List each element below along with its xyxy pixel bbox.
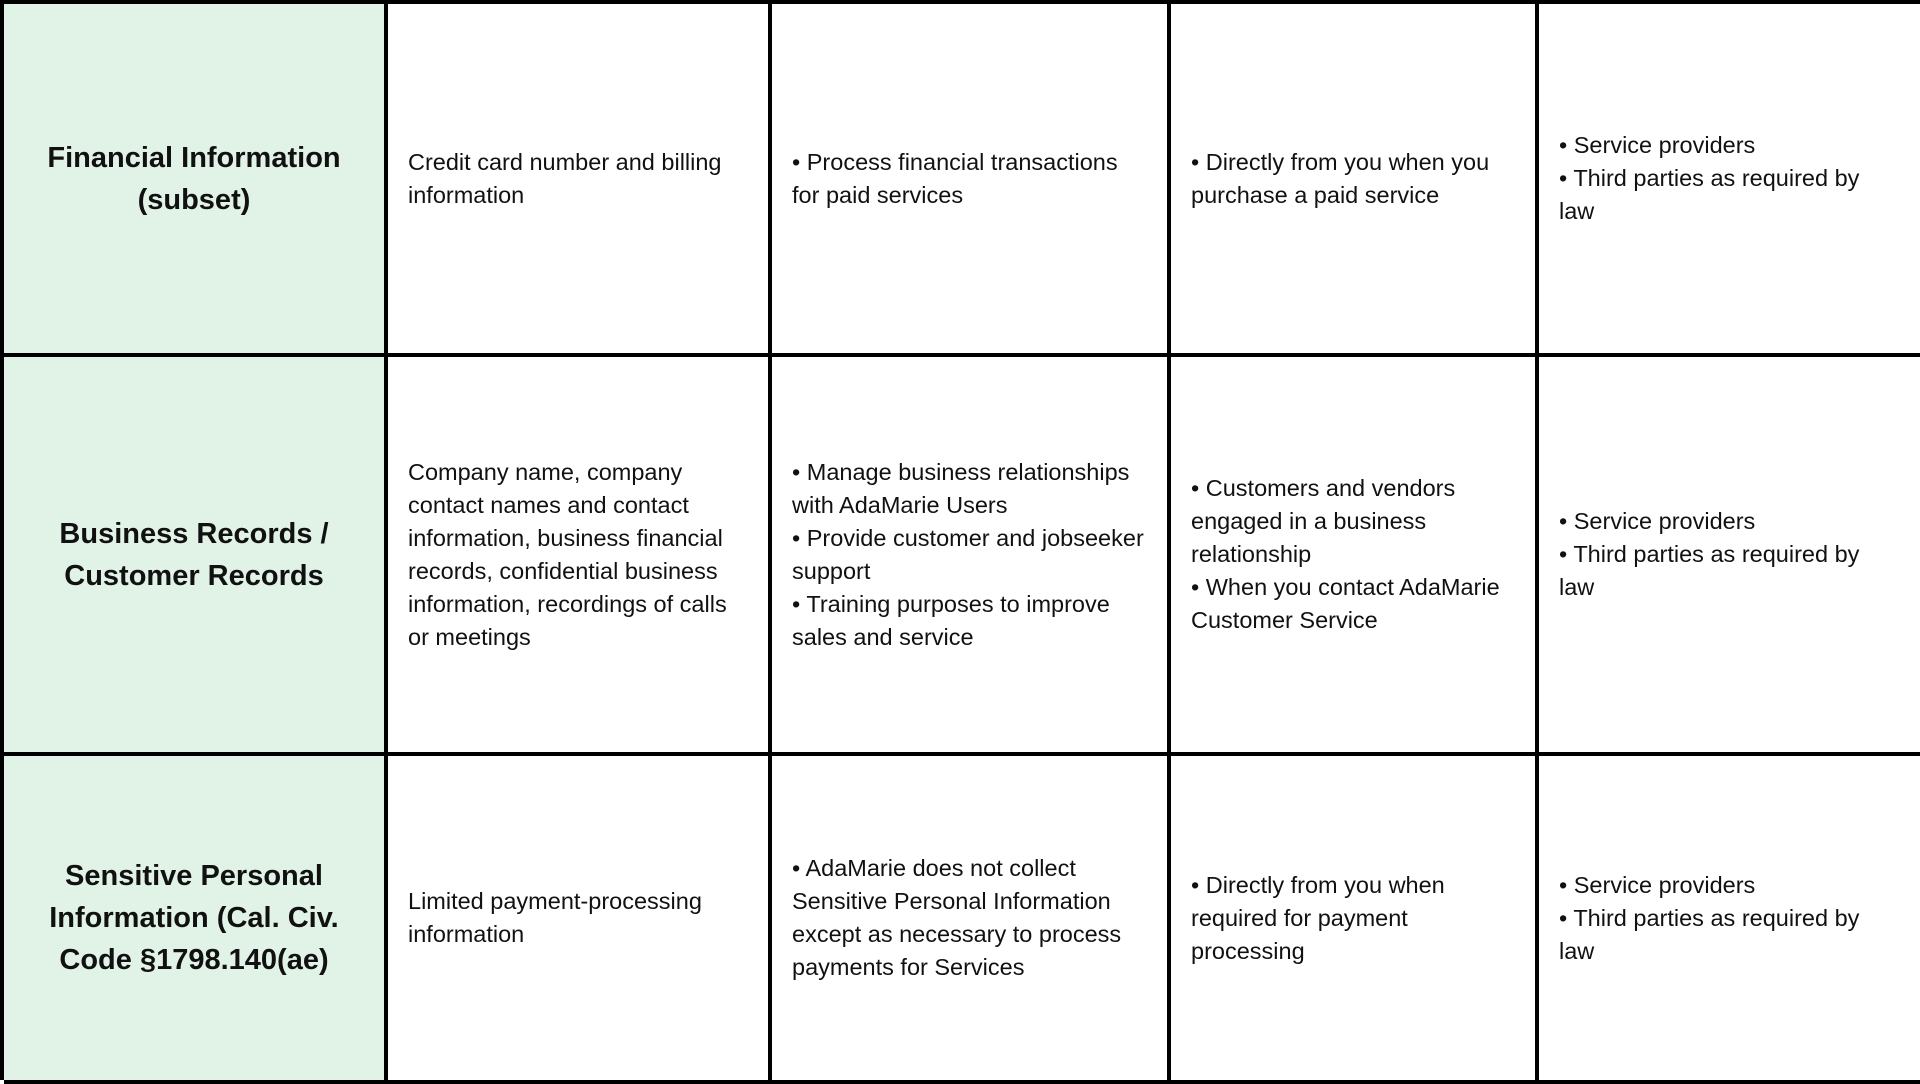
disclosed-to-item: • Service providers	[1559, 508, 1756, 534]
category-label: Financial Information (subset)	[47, 141, 341, 216]
source-item: • Customers and vendors engaged in a business relationship	[1191, 475, 1456, 567]
sources-cell	[1171, 357, 1539, 756]
purpose-item: • Provide customer and jobseeker support	[792, 524, 1144, 584]
disclosed-to-cell	[1539, 4, 1920, 357]
examples-cell	[388, 756, 772, 1084]
disclosed-to-item: • Service providers	[1559, 871, 1756, 898]
purpose-item: • Manage business relationships with AdaMarie Users	[792, 458, 1130, 518]
examples-text: Credit card number and billing information	[408, 148, 722, 208]
examples-cell	[388, 4, 772, 357]
examples-text: Company name, company contact names and contact information, business financial records, confidential business information, recordings of calls or meetings	[408, 458, 727, 650]
disclosed-to-cell	[1539, 756, 1920, 1084]
purpose-item: • Training purposes to improve sales and service	[792, 590, 1110, 650]
category-cell	[4, 756, 388, 1084]
disclosed-to-cell	[1539, 357, 1920, 756]
category-cell	[4, 357, 388, 756]
category-cell	[4, 4, 388, 357]
disclosed-to-item: • Third parties as required by law	[1559, 165, 1860, 224]
category-label: Business Records / Customer Records	[59, 517, 329, 592]
category-label: Sensitive Personal Information (Cal. Civ. Code §1798.140(ae)	[49, 860, 339, 976]
disclosed-to-item: • Third parties as required by law	[1559, 541, 1860, 600]
sources-cell	[1171, 756, 1539, 1084]
examples-cell	[388, 357, 772, 756]
purposes-cell	[772, 4, 1171, 357]
disclosed-to-item: • Service providers	[1559, 132, 1756, 158]
source-item: • When you contact AdaMarie Customer Service	[1191, 574, 1500, 633]
source-item: • Directly from you when you purchase a paid service	[1191, 148, 1490, 208]
sources-cell	[1171, 4, 1539, 357]
source-item: • Directly from you when required for payment processing	[1191, 871, 1445, 964]
disclosed-to-item: • Third parties as required by law	[1559, 904, 1860, 964]
purposes-cell	[772, 756, 1171, 1084]
purpose-item: • Process financial transactions for paid services	[792, 148, 1118, 208]
purpose-item: • AdaMarie does not collect Sensitive Personal Information except as necessary to process payments for Services	[792, 855, 1122, 980]
examples-text: Limited payment-processing information	[408, 888, 702, 947]
purposes-cell	[772, 357, 1171, 756]
